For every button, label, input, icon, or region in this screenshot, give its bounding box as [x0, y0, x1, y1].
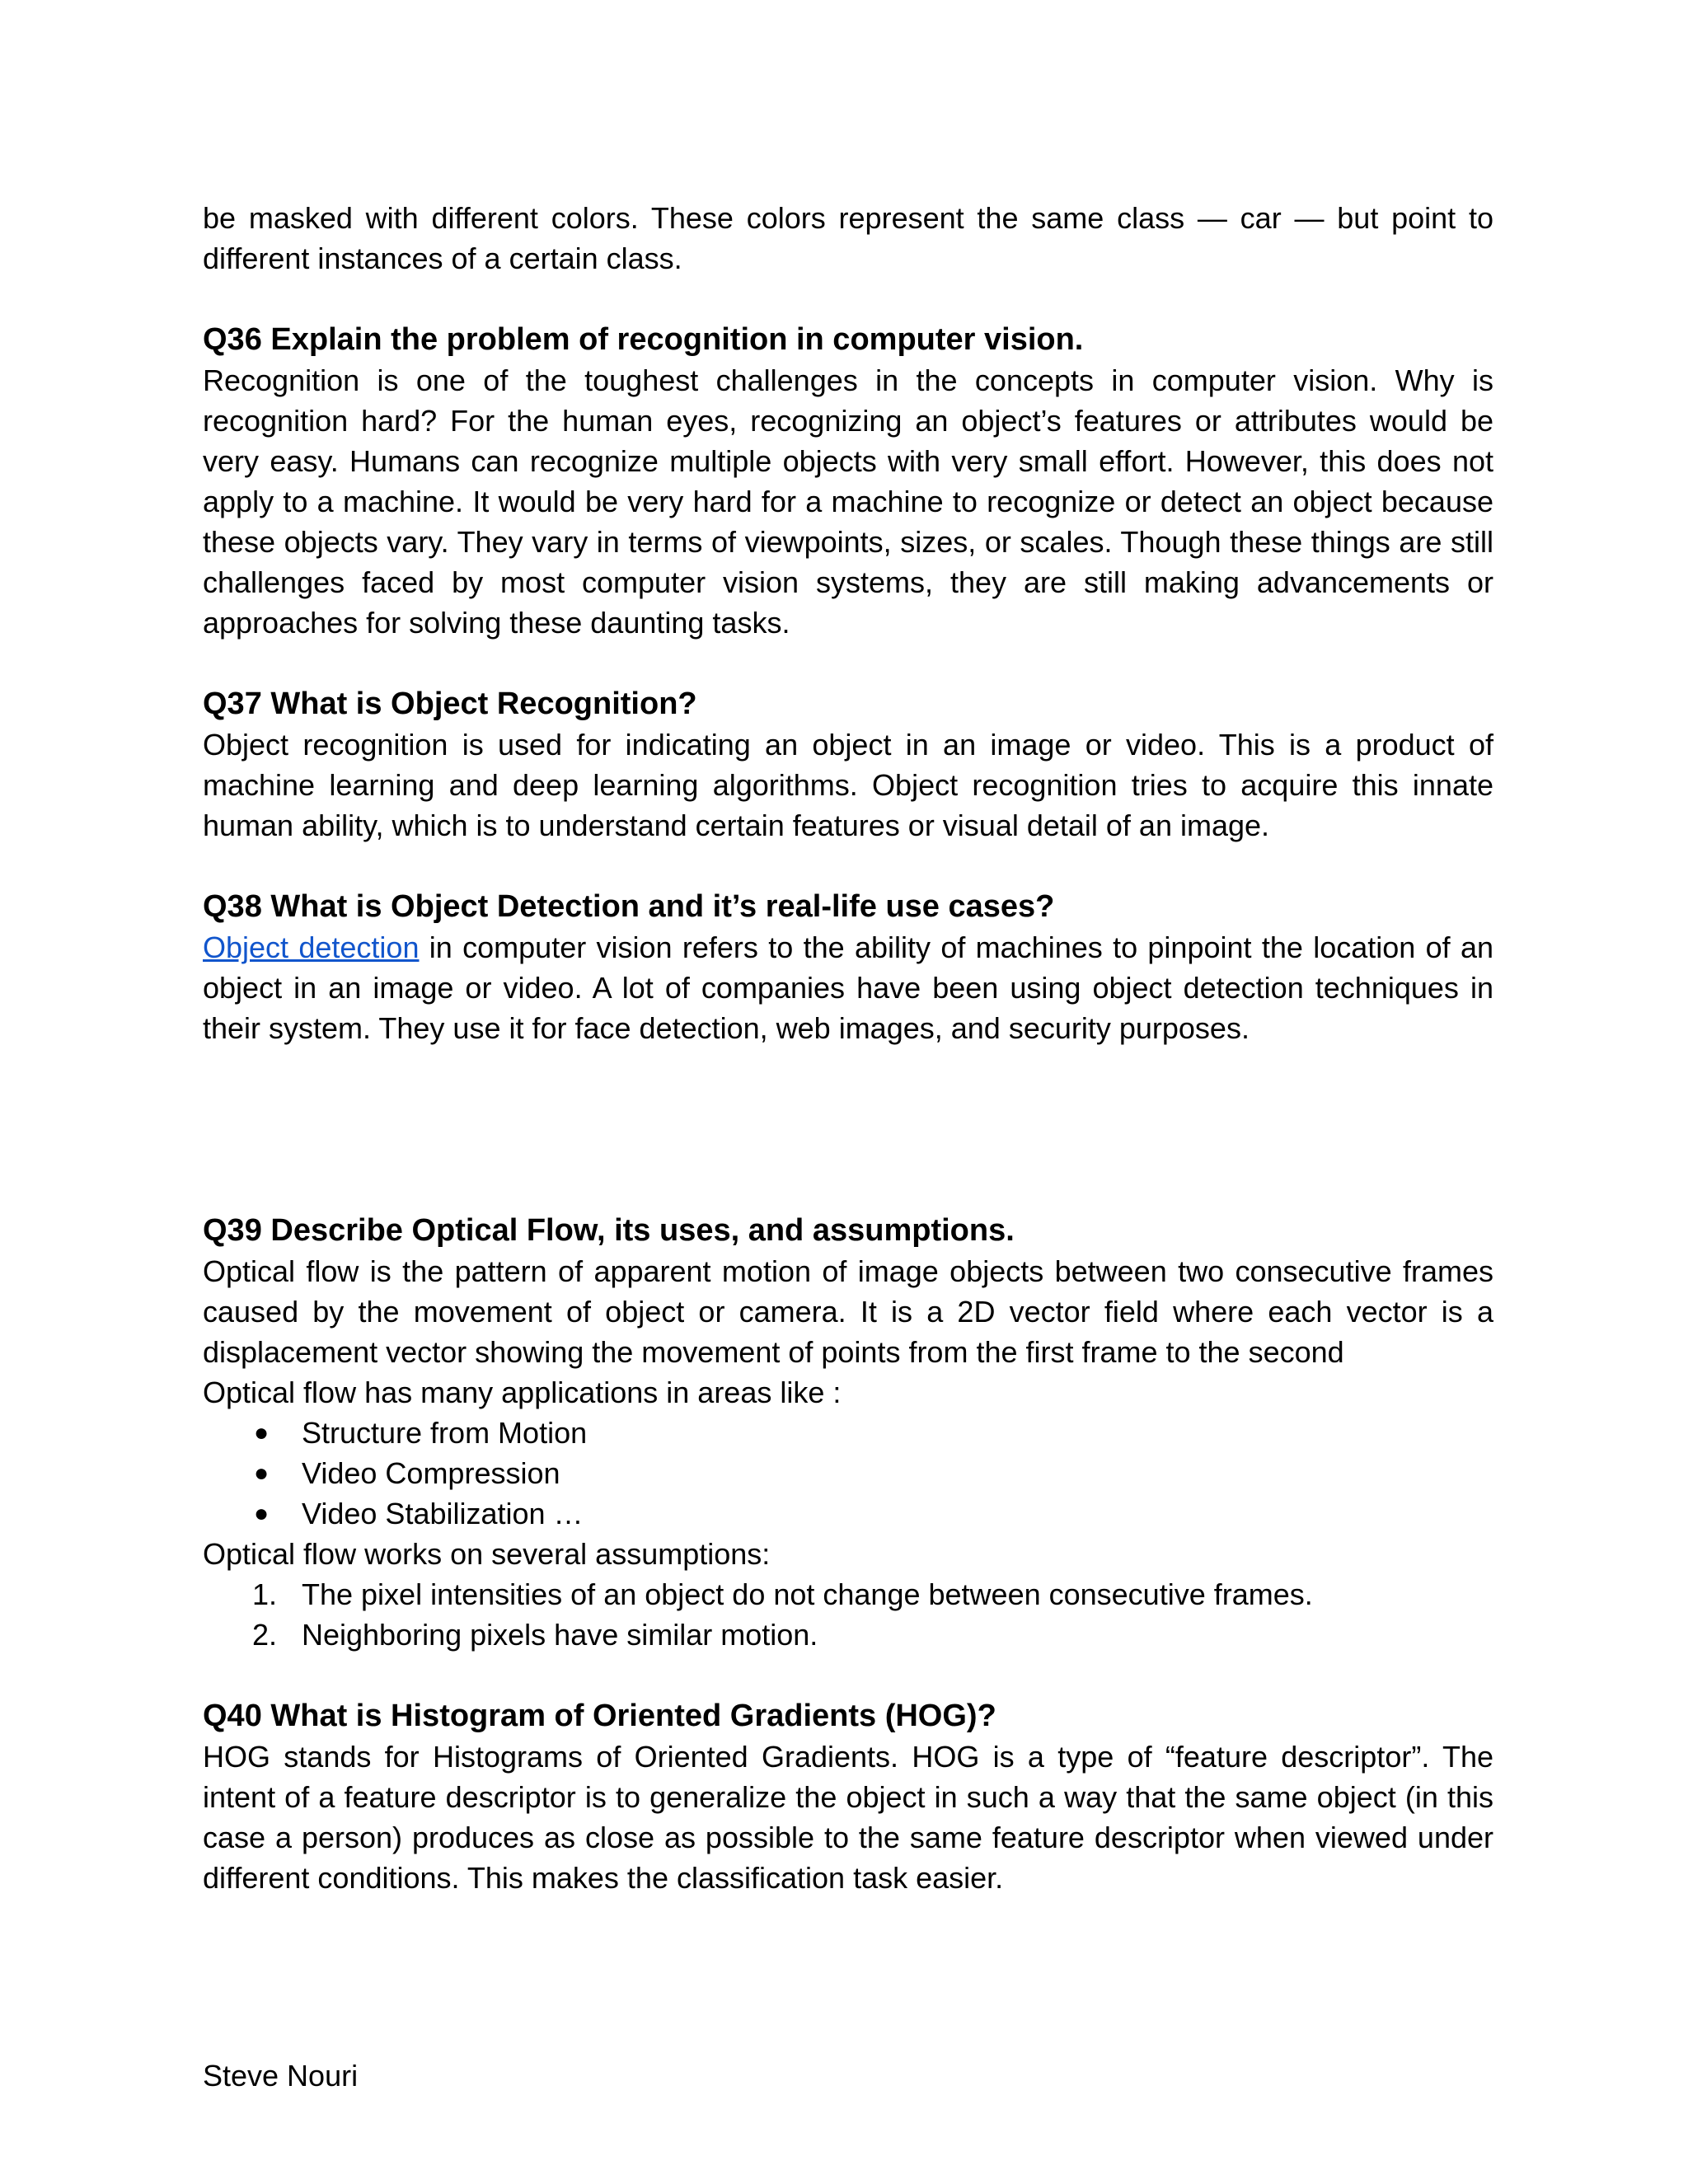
- q36-heading: Q36 Explain the problem of recognition in computer vision.: [203, 322, 1084, 357]
- bullet-icon: ●: [254, 1500, 270, 1527]
- list-item: 2. Neighboring pixels have similar motion.: [203, 1615, 1493, 1655]
- section-q38: [203, 887, 1493, 1048]
- q37-body: Object recognition is used for indicating an object in an image or video. This is a product of machine learning and deep learning algorithms. Object recognition tries to acquire this innate human ability, which is to understand certain features or visual detail of an image.: [203, 728, 1493, 842]
- q40-heading: Q40 What is Histogram of Oriented Gradients (HOG)?: [203, 1699, 996, 1733]
- list-item: ● Structure from Motion: [203, 1413, 1493, 1453]
- applications-list: [203, 1413, 1493, 1534]
- q38-heading: Q38 What is Object Detection and it’s real-life use cases?: [203, 889, 1055, 924]
- q37-heading: Q37 What is Object Recognition?: [203, 687, 697, 721]
- document-page: [203, 198, 1493, 1898]
- q39-assumptions-intro: Optical flow works on several assumptions:: [203, 1537, 771, 1571]
- list-item: ● Video Stabilization …: [203, 1493, 1493, 1534]
- q39-body: Optical flow is the pattern of apparent motion of image objects between two consecutive frames caused by the movement of object or camera. It is a 2D vector field where each vector is a displacement vector showing the movement of points from the first frame to the second: [203, 1254, 1493, 1369]
- q38-body: in computer vision refers to the ability of machines to pinpoint the location of an object in an image or video. A lot of companies have been using object detection techniques in their system. They use it for face detection, web images, and security purposes.: [203, 930, 1494, 1045]
- q39-applications-intro: Optical flow has many applications in areas like :: [203, 1376, 842, 1409]
- section-q37: [203, 684, 1493, 846]
- bullet-icon: ●: [254, 1419, 270, 1446]
- section-q40: [203, 1696, 1493, 1898]
- list-item: ● Video Compression: [203, 1453, 1493, 1493]
- list-number: 1.: [252, 1577, 278, 1611]
- section-q39: [203, 1211, 1493, 1655]
- footer-author: Steve Nouri: [203, 2059, 359, 2093]
- object-detection-link[interactable]: Object detection: [203, 930, 420, 964]
- bullet-icon: ●: [254, 1460, 270, 1487]
- q40-body: HOG stands for Histograms of Oriented Gradients. HOG is a type of “feature descriptor”. The intent of a feature descriptor is to generalize the object in such a way that the same object (in this case a person) produces as close as possible to the same feature descriptor when viewed under different conditions. This makes the classification task easier.: [203, 1740, 1493, 1895]
- intro-paragraph: be masked with different colors. These colors represent the same class — car — but point to different instances of a certain class.: [203, 201, 1493, 275]
- list-item: 1. The pixel intensities of an object do not change between consecutive frames.: [203, 1574, 1493, 1615]
- section-q36: [203, 320, 1493, 643]
- list-number: 2.: [252, 1618, 278, 1652]
- q36-body: Recognition is one of the toughest challenges in the concepts in computer vision. Why is recognition hard? For the human eyes, recognizing an object’s features or attributes would be very easy. Humans can recognize multiple objects with very small effort. However, this does not apply to a machine. It would be very hard for a machine to recognize or detect an object because these objects vary. They vary in terms of viewpoints, sizes, or scales. Though these things are still challenges faced by most computer vision systems, they are still making advancements or approaches for solving these daunting tasks.: [203, 363, 1493, 640]
- q38-body-paragraph: [203, 927, 1493, 1048]
- assumptions-list: [203, 1574, 1493, 1655]
- q39-heading: Q39 Describe Optical Flow, its uses, and assumptions.: [203, 1213, 1015, 1248]
